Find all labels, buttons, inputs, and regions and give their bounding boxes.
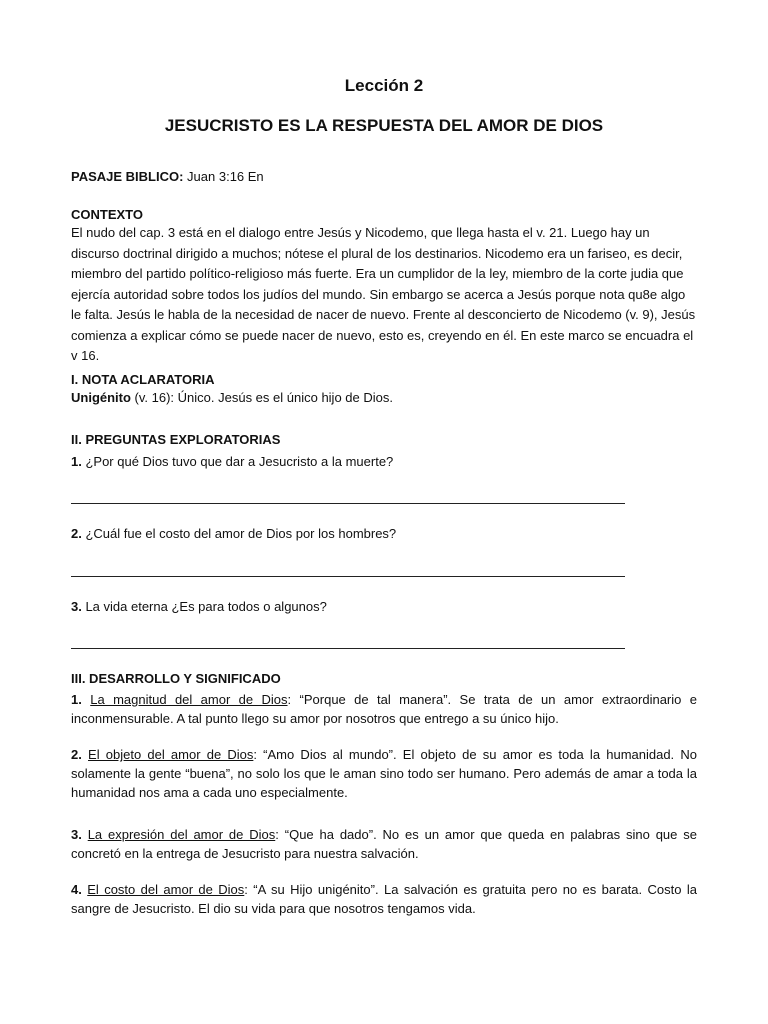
answer-line-1[interactable]	[71, 503, 625, 504]
desarrollo-item-3: 3. La expresión del amor de Dios: “Que ha dado”. No es un amor que queda en palabras sino que se concretó en la entrega de Jesucristo para nuestra salvación.	[71, 827, 697, 861]
desarrollo-item-3-title: La expresión del amor de Dios	[87, 827, 276, 842]
preguntas-heading: II. PREGUNTAS EXPLORATORIAS	[71, 432, 281, 447]
pregunta-2: 2. ¿Cuál fue el costo del amor de Dios por los hombres?	[71, 526, 397, 541]
desarrollo-item-1-title: La magnitud del amor de Dios	[90, 692, 288, 707]
desarrollo-item-4-title: El costo del amor de Dios	[87, 882, 245, 897]
pasaje-biblico	[71, 167, 697, 186]
pregunta-3: 3. La vida eterna ¿Es para todos o algunos?	[71, 599, 327, 614]
desarrollo-item-2-title: El objeto del amor de Dios	[88, 747, 254, 762]
desarrollo-item-1: 1. La magnitud del amor de Dios: “Porque de tal manera”. Se trata de un amor extraordinario e inconmensurable. A tal punto llego su amor por nosotros que entrego a su único hijo.	[71, 692, 697, 726]
pasaje-label: PASAJE BIBLICO:	[71, 169, 184, 184]
pregunta-1: 1. ¿Por qué Dios tuvo que dar a Jesucristo a la muerte?	[71, 454, 394, 469]
desarrollo-heading: III. DESARROLLO Y SIGNIFICADO	[71, 671, 281, 686]
nota-text: Unigénito (v. 16): Único. Jesús es el único hijo de Dios.	[71, 390, 393, 405]
desarrollo-item-2: 2. El objeto del amor de Dios: “Amo Dios al mundo”. El objeto de su amor es toda la humanidad. No solamente la gente “buena”, no solo los que le aman sino todo ser humano. Pero además de amar a toda la humanidad nos ama a cada uno especialmente.	[71, 747, 697, 800]
lesson-title: JESUCRISTO ES LA RESPUESTA DEL AMOR DE DIOS	[164, 116, 604, 135]
contexto-text: El nudo del cap. 3 está en el dialogo entre Jesús y Nicodemo, que llega hasta el v. 21. Luego hay un discurso doctrinal dirigido a muchos; nótese el plural de los destinarios. Nicodemo era un fariseo, es decir, miembro del partido político-religioso más fuerte. Era un cumplidor de la ley, miembro de la corte judia que ejercía autoridad sobre todos los judíos del mundo. Sin embargo se acerca a Jesús porque nota qu8e algo le falta. Jesús le habla de la necesidad de nacer de nuevo. Frente al desconcierto de Nicodemo (v. 9), Jesús comienza a explicar cómo se puede nacer de nuevo, esto es, creyendo en él. En este marco se encuadra el v 16.	[71, 225, 696, 363]
nota-term: Unigénito	[71, 390, 131, 405]
answer-line-2[interactable]	[71, 576, 625, 577]
pasaje-value: Juan 3:16 En	[183, 169, 264, 184]
desarrollo-item-4: 4. El costo del amor de Dios: “A su Hijo unigénito”. La salvación es gratuita pero no es barata. Costo la sangre de Jesucristo. El dio su vida para que nosotros tengamos vida.	[71, 882, 697, 916]
lesson-number: Lección 2	[344, 76, 424, 95]
answer-line-3[interactable]	[71, 648, 625, 649]
contexto-heading: CONTEXTO	[71, 207, 143, 222]
nota-heading: I. NOTA ACLARATORIA	[71, 372, 215, 387]
